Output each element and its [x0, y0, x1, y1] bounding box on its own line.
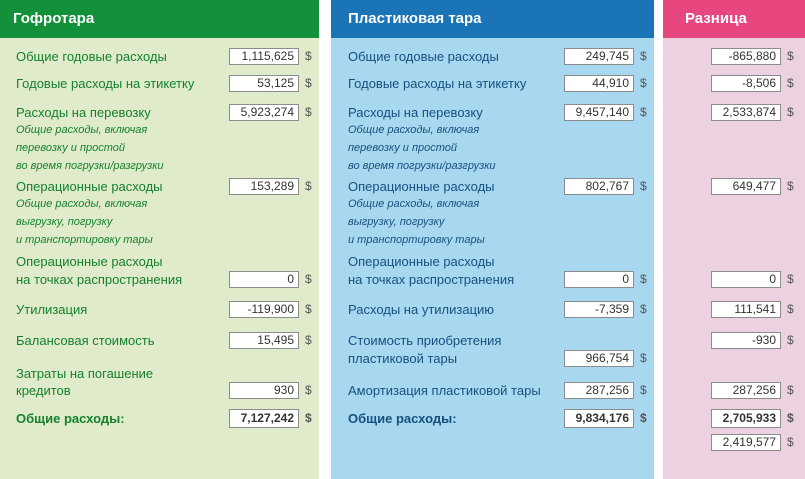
loan-repayment-field[interactable]: 930 — [229, 382, 299, 399]
shipping-costs-field[interactable]: 9,457,140 — [564, 104, 634, 121]
plastic-panel — [331, 0, 654, 479]
currency-symbol: $ — [640, 411, 647, 425]
difference-field[interactable]: 0 — [711, 271, 781, 288]
difference-field[interactable]: 111,541 — [711, 301, 781, 318]
difference-extra-field[interactable]: 2,419,577 — [711, 434, 781, 451]
operational-costs-field[interactable]: 153,289 — [229, 178, 299, 195]
plastic-header: Пластиковая тара — [331, 0, 654, 38]
depreciation-label: Амортизация пластиковой тары — [348, 383, 541, 398]
difference-field[interactable]: 287,256 — [711, 382, 781, 399]
distribution-costs-label: на точках распространения — [348, 272, 515, 287]
loan-repayment-label: кредитов — [16, 383, 71, 398]
currency-symbol: $ — [640, 179, 647, 193]
currency-symbol: $ — [640, 383, 647, 397]
currency-symbol: $ — [305, 411, 312, 425]
currency-symbol: $ — [787, 49, 794, 63]
shipping-costs-note: Общие расходы, включая — [16, 124, 148, 136]
shipping-costs-label: Расходы на перевозку — [16, 105, 151, 120]
currency-symbol: $ — [787, 435, 794, 449]
operational-costs-label: Операционные расходы — [348, 179, 495, 194]
loan-repayment-label: Затраты на погашение — [16, 366, 154, 381]
difference-field[interactable]: -930 — [711, 332, 781, 349]
disposal-costs-label: Расходы на утилизацию — [348, 302, 495, 317]
distribution-costs-label: Операционные расходы — [16, 254, 163, 269]
shipping-costs-note: во время погрузки/разгрузки — [348, 160, 496, 172]
difference-field[interactable]: -865,880 — [711, 48, 781, 65]
currency-symbol: $ — [787, 333, 794, 347]
currency-symbol: $ — [640, 76, 647, 90]
operational-costs-note: и транспортировку тары — [348, 234, 485, 246]
disposal-costs-field[interactable]: -7,359 — [564, 301, 634, 318]
total-label: Общие расходы: — [348, 411, 457, 426]
purchase-cost-label: Стоимость приобретения — [348, 333, 502, 348]
difference-header: Разница — [663, 0, 805, 38]
currency-symbol: $ — [305, 302, 312, 316]
currency-symbol: $ — [787, 76, 794, 90]
currency-symbol: $ — [640, 302, 647, 316]
book-value-label: Балансовая стоимость — [16, 333, 155, 348]
difference-field[interactable]: -8,506 — [711, 75, 781, 92]
label-costs-label: Годовые расходы на этикетку — [348, 76, 527, 91]
operational-costs-note: выгрузку, погрузку — [348, 216, 445, 228]
currency-symbol: $ — [640, 49, 647, 63]
distribution-costs-field[interactable]: 0 — [564, 271, 634, 288]
distribution-costs-label: Операционные расходы — [348, 254, 495, 269]
currency-symbol: $ — [305, 76, 312, 90]
shipping-costs-field[interactable]: 5,923,274 — [229, 104, 299, 121]
operational-costs-field[interactable]: 802,767 — [564, 178, 634, 195]
depreciation-field[interactable]: 287,256 — [564, 382, 634, 399]
label-costs-field[interactable]: 44,910 — [564, 75, 634, 92]
currency-symbol: $ — [787, 179, 794, 193]
currency-symbol: $ — [640, 272, 647, 286]
total-label: Общие расходы: — [16, 411, 125, 426]
operational-costs-label: Операционные расходы — [16, 179, 163, 194]
operational-costs-note: Общие расходы, включая — [348, 198, 480, 210]
currency-symbol: $ — [640, 105, 647, 119]
label-costs-label: Годовые расходы на этикетку — [16, 76, 195, 91]
shipping-costs-note: Общие расходы, включая — [348, 124, 480, 136]
corrugated-panel — [0, 0, 319, 479]
currency-symbol: $ — [305, 179, 312, 193]
purchase-cost-label: пластиковой тары — [348, 351, 458, 366]
shipping-costs-note: перевозку и простой — [16, 142, 126, 154]
disposal-field[interactable]: -119,900 — [229, 301, 299, 318]
currency-symbol: $ — [787, 302, 794, 316]
difference-field[interactable]: 649,477 — [711, 178, 781, 195]
shipping-costs-note: во время погрузки/разгрузки — [16, 160, 164, 172]
currency-symbol: $ — [787, 105, 794, 119]
currency-symbol: $ — [305, 383, 312, 397]
currency-symbol: $ — [305, 105, 312, 119]
currency-symbol: $ — [640, 351, 647, 365]
operational-costs-note: и транспортировку тары — [16, 234, 153, 246]
total-field[interactable]: 9,834,176 — [564, 409, 634, 428]
distribution-costs-label: на точках распространения — [16, 272, 183, 287]
label-costs-field[interactable]: 53,125 — [229, 75, 299, 92]
annual-costs-field[interactable]: 249,745 — [564, 48, 634, 65]
annual-costs-field[interactable]: 1,115,625 — [229, 48, 299, 65]
disposal-label: Утилизация — [16, 302, 88, 317]
difference-field[interactable]: 2,533,874 — [711, 104, 781, 121]
currency-symbol: $ — [305, 49, 312, 63]
annual-costs-label: Общие годовые расходы — [16, 49, 167, 64]
currency-symbol: $ — [305, 333, 312, 347]
corrugated-header: Гофротара — [0, 0, 319, 38]
book-value-field[interactable]: 15,495 — [229, 332, 299, 349]
purchase-cost-field[interactable]: 966,754 — [564, 350, 634, 367]
total-field[interactable]: 7,127,242 — [229, 409, 299, 428]
currency-symbol: $ — [787, 272, 794, 286]
currency-symbol: $ — [305, 272, 312, 286]
currency-symbol: $ — [787, 411, 794, 425]
currency-symbol: $ — [787, 383, 794, 397]
difference-panel — [663, 0, 805, 479]
distribution-costs-field[interactable]: 0 — [229, 271, 299, 288]
operational-costs-note: выгрузку, погрузку — [16, 216, 113, 228]
annual-costs-label: Общие годовые расходы — [348, 49, 499, 64]
operational-costs-note: Общие расходы, включая — [16, 198, 148, 210]
difference-total-field[interactable]: 2,705,933 — [711, 409, 781, 428]
shipping-costs-note: перевозку и простой — [348, 142, 458, 154]
shipping-costs-label: Расходы на перевозку — [348, 105, 483, 120]
